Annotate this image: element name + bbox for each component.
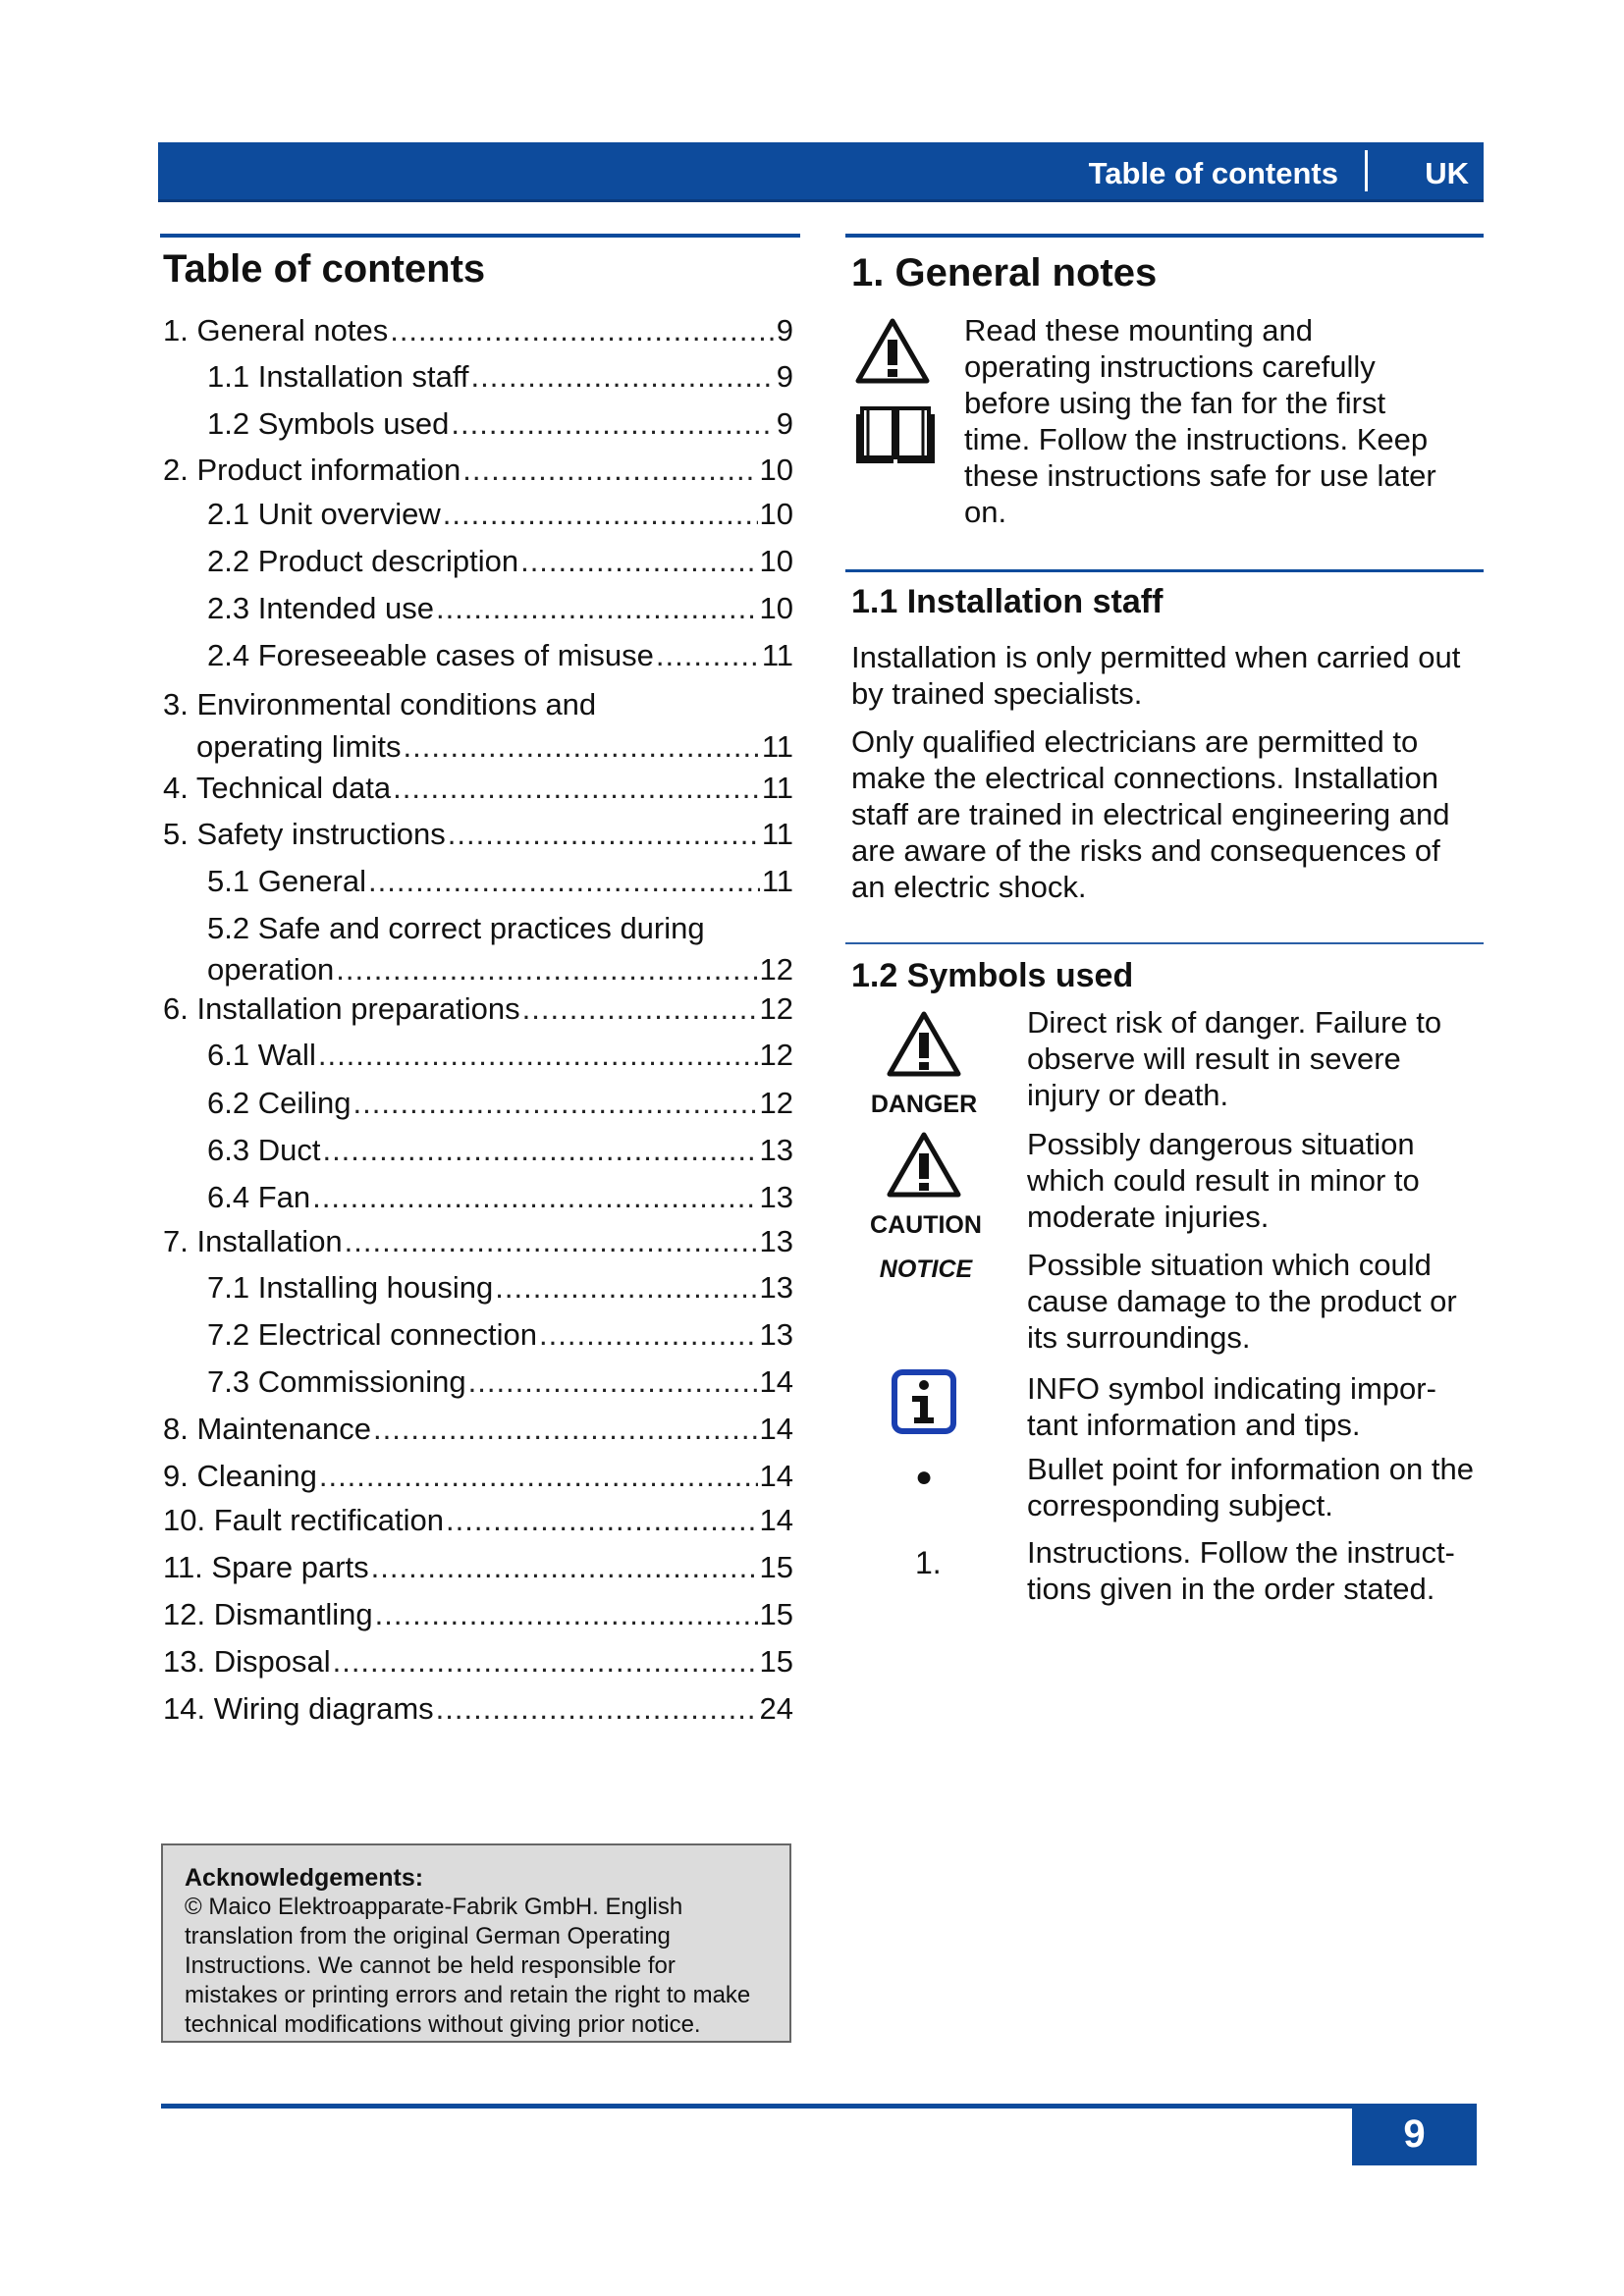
toc-dot-leader	[446, 1503, 757, 1538]
toc-entry-label: 6. Installation preparations	[163, 991, 520, 1026]
toc-dot-leader	[312, 1180, 757, 1215]
toc-dot-leader	[471, 359, 775, 395]
toc-entry[interactable]	[207, 591, 793, 626]
info-description	[1027, 1370, 1436, 1443]
toc-entry-label: 1.1 Installation staff	[207, 359, 469, 394]
toc-entry[interactable]	[207, 638, 793, 673]
symbol-description-line: cause damage to the product or	[1027, 1284, 1457, 1318]
toc-entry-page: 13	[759, 1180, 793, 1214]
toc-entry-page: 12	[759, 1086, 793, 1120]
toc-entry-label: 5. Safety instructions	[163, 817, 446, 851]
toc-entry[interactable]	[207, 1364, 793, 1400]
intro-line: Read these mounting and	[964, 313, 1314, 347]
toc-entry-page: 11	[761, 817, 793, 851]
toc-entry-label: 10. Fault rectification	[163, 1503, 445, 1537]
toc-entry-page: 11	[761, 729, 793, 764]
toc-entry[interactable]	[163, 1224, 793, 1259]
paragraph-line: Only qualified electricians are permitted to	[851, 724, 1419, 759]
paragraph-line: by trained specialists.	[851, 676, 1143, 711]
toc-dot-leader	[436, 591, 758, 626]
toc-entry-label: 2.1 Unit overview	[207, 497, 441, 531]
toc-dot-leader	[539, 1317, 757, 1353]
toc-entry-label: 6.3 Duct	[207, 1133, 321, 1167]
toc-dot-leader	[495, 1270, 757, 1306]
acknowledgements-line: © Maico Elektroapparate-Fabrik GmbH. English	[185, 1894, 683, 1920]
toc-entry-page: 13	[759, 1270, 793, 1305]
symbol-description-line: moderate injuries.	[1027, 1200, 1270, 1234]
toc-entry[interactable]	[163, 1503, 793, 1538]
toc-entry-label: 14. Wiring diagrams	[163, 1691, 434, 1726]
toc-entry-label: operating limits	[196, 729, 402, 764]
bullet-symbol: ●	[914, 1461, 934, 1493]
symbol-description-line: which could result in minor to	[1027, 1163, 1420, 1198]
toc-dot-leader	[373, 1412, 758, 1447]
toc-entry-label: 1.2 Symbols used	[207, 406, 450, 441]
symbol-description-line: its surroundings.	[1027, 1320, 1251, 1355]
toc-entry-line1: 5.2 Safe and correct practices during	[207, 911, 705, 945]
paragraph-line: an electric shock.	[851, 870, 1087, 904]
paragraph-line: staff are trained in electrical engineering and	[851, 797, 1450, 831]
acknowledgements-line: Instructions. We cannot be held responsible for	[185, 1952, 676, 1979]
toc-dot-leader	[319, 1459, 758, 1494]
header-language: UK	[1425, 156, 1469, 190]
caution-description	[1027, 1126, 1420, 1235]
toc-entry-page: 11	[761, 638, 793, 672]
acknowledgements-box	[161, 1843, 791, 2043]
toc-entry-line1: 3. Environmental conditions and	[163, 687, 597, 721]
toc-entry-label: 6.2 Ceiling	[207, 1086, 352, 1120]
toc-entry-label: 12. Dismantling	[163, 1597, 373, 1631]
acknowledgements-line: translation from the original German Operating	[185, 1923, 671, 1949]
toc-entry[interactable]	[207, 1270, 793, 1306]
numbered-symbol: 1.	[915, 1545, 942, 1580]
toc-dot-leader	[462, 453, 757, 488]
acknowledgements-title: Acknowledgements:	[185, 1864, 424, 1892]
toc-entry-page: 9	[776, 359, 793, 394]
paragraph-line: Installation is only permitted when carried out	[851, 640, 1461, 674]
toc-dot-leader	[656, 638, 760, 673]
toc-dot-leader	[468, 1364, 758, 1400]
notice-label: NOTICE	[879, 1255, 973, 1283]
installation-staff-para-2	[851, 723, 1449, 905]
toc-entry[interactable]	[207, 864, 793, 899]
toc-entry-page: 15	[759, 1597, 793, 1631]
general-notes-top-rule	[845, 234, 1484, 238]
symbol-description-line: Instructions. Follow the instruct-	[1027, 1535, 1455, 1570]
toc-entry-label: 9. Cleaning	[163, 1459, 317, 1493]
toc-entry[interactable]	[207, 544, 793, 579]
toc-entry-page: 12	[759, 952, 793, 987]
toc-entry[interactable]	[196, 729, 793, 765]
toc-dot-leader	[368, 864, 760, 899]
symbol-description-line: Bullet point for information on the	[1027, 1452, 1474, 1486]
toc-entry-page: 14	[759, 1364, 793, 1399]
toc-entry[interactable]	[163, 991, 793, 1027]
symbol-description-line: injury or death.	[1027, 1078, 1229, 1112]
toc-dot-leader	[403, 729, 759, 765]
toc-entry-page: 14	[759, 1503, 793, 1537]
intro-line: operating instructions carefully	[964, 349, 1376, 384]
symbol-description-line: tant information and tips.	[1027, 1408, 1361, 1442]
toc-entry-page: 11	[761, 864, 793, 898]
toc-dot-leader	[448, 817, 760, 852]
toc-dot-leader	[352, 1086, 757, 1121]
toc-entry-page: 10	[759, 591, 793, 625]
toc-top-rule	[160, 234, 800, 238]
numbered-description	[1027, 1534, 1455, 1607]
bullet-description	[1027, 1451, 1474, 1523]
toc-entry[interactable]	[163, 1550, 793, 1585]
toc-entry-page: 10	[759, 544, 793, 578]
toc-entry-label: 2. Product information	[163, 453, 461, 487]
toc-entry-label: 11. Spare parts	[163, 1550, 369, 1584]
general-notes-intro	[964, 312, 1436, 530]
toc-dot-leader	[322, 1133, 757, 1168]
toc-dot-leader	[336, 952, 757, 988]
toc-entry[interactable]	[163, 1459, 793, 1494]
toc-entry[interactable]	[163, 1691, 793, 1727]
toc-dot-leader	[522, 991, 758, 1027]
toc-entry-label: 2.4 Foreseeable cases of misuse	[207, 638, 654, 672]
toc-entry-label: 1. General notes	[163, 313, 389, 347]
general-notes-title: 1. General notes	[851, 251, 1158, 294]
toc-dot-leader	[345, 1224, 758, 1259]
toc-dot-leader	[451, 406, 774, 442]
toc-entry-label: 7.2 Electrical connection	[207, 1317, 538, 1352]
toc-entry-label: 7.3 Commissioning	[207, 1364, 466, 1399]
toc-entry-page: 13	[759, 1317, 793, 1352]
toc-entry[interactable]	[207, 406, 793, 442]
header-title: Table of contents	[1088, 156, 1338, 190]
toc-dot-leader	[436, 1691, 758, 1727]
toc-entry-page: 10	[759, 497, 793, 531]
header-bar	[158, 142, 1484, 199]
toc-entry-page: 15	[759, 1644, 793, 1679]
danger-description	[1027, 1004, 1441, 1113]
toc-entry-label: 5.1 General	[207, 864, 366, 898]
notice-description	[1027, 1247, 1457, 1356]
toc-entry-label: 13. Disposal	[163, 1644, 331, 1679]
toc-entry[interactable]	[207, 1038, 793, 1073]
toc-dot-leader	[333, 1644, 758, 1680]
installation-staff-para-1	[851, 639, 1460, 712]
caution-warning-icon	[886, 1130, 962, 1199]
toc-entry-label: 2.2 Product description	[207, 544, 519, 578]
caution-label: CAUTION	[870, 1211, 982, 1239]
toc-entry-page: 14	[759, 1412, 793, 1446]
read-manual-book-icon	[856, 400, 935, 465]
symbols-used-title: 1.2 Symbols used	[851, 957, 1134, 994]
page-number: 9	[1352, 2104, 1477, 2165]
danger-warning-icon	[886, 1009, 962, 1078]
toc-entry-label: 4. Technical data	[163, 771, 392, 805]
toc-entry[interactable]	[163, 771, 793, 806]
paragraph-line: make the electrical connections. Installation	[851, 761, 1438, 795]
symbol-description-line: INFO symbol indicating impor-	[1027, 1371, 1436, 1406]
acknowledgements-text	[185, 1893, 768, 2040]
toc-entry-label: operation	[207, 952, 335, 987]
toc-entry-page: 13	[759, 1133, 793, 1167]
toc-entry-label: 8. Maintenance	[163, 1412, 371, 1446]
toc-entry-page: 10	[759, 453, 793, 487]
toc-dot-leader	[393, 771, 760, 806]
toc-dot-leader	[371, 1550, 758, 1585]
toc-entry-label: 7.1 Installing housing	[207, 1270, 494, 1305]
toc-entry[interactable]	[163, 1644, 793, 1680]
symbol-description-line: corresponding subject.	[1027, 1488, 1333, 1522]
toc-entry[interactable]	[207, 359, 793, 395]
symbol-description-line: Possible situation which could	[1027, 1248, 1432, 1282]
symbol-description-line: tions given in the order stated.	[1027, 1572, 1435, 1606]
toc-entry[interactable]	[207, 1317, 793, 1353]
symbol-description-line: Possibly dangerous situation	[1027, 1127, 1415, 1161]
danger-label: DANGER	[870, 1091, 978, 1118]
installation-staff-rule	[845, 569, 1484, 572]
toc-entry-page: 12	[759, 991, 793, 1026]
toc-entry-page: 13	[759, 1224, 793, 1258]
warning-triangle-icon	[854, 316, 931, 385]
installation-staff-title: 1.1 Installation staff	[851, 583, 1164, 620]
intro-line: time. Follow the instructions. Keep	[964, 422, 1429, 456]
acknowledgements-line: technical modifications without giving prior notice.	[185, 2011, 701, 2038]
toc-entry[interactable]	[207, 1086, 793, 1121]
toc-entry[interactable]	[163, 817, 793, 852]
footer-rule	[161, 2104, 1477, 2109]
toc-entry-page: 9	[776, 313, 793, 347]
toc-entry-label: 6.4 Fan	[207, 1180, 311, 1214]
intro-line: before using the fan for the first	[964, 386, 1386, 420]
toc-entry-page: 9	[776, 406, 793, 441]
toc-title: Table of contents	[163, 247, 486, 291]
toc-entry-page: 14	[759, 1459, 793, 1493]
toc-entry[interactable]	[163, 1597, 793, 1632]
symbols-used-rule	[845, 942, 1484, 944]
toc-entry[interactable]	[163, 1412, 793, 1447]
toc-entry[interactable]	[207, 1133, 793, 1168]
acknowledgements-line: mistakes or printing errors and retain the right to make	[185, 1982, 751, 2008]
toc-entry[interactable]	[163, 453, 793, 488]
toc-entry[interactable]	[163, 313, 793, 348]
symbol-description-line: observe will result in severe	[1027, 1041, 1401, 1076]
intro-line: on.	[964, 495, 1007, 529]
toc-entry[interactable]	[207, 1180, 793, 1215]
info-icon	[891, 1368, 957, 1435]
intro-line: these instructions safe for use later	[964, 458, 1436, 493]
toc-entry-page: 24	[759, 1691, 793, 1726]
paragraph-line: are aware of the risks and consequences of	[851, 833, 1440, 868]
header-separator	[1365, 150, 1368, 191]
symbol-description-line: Direct risk of danger. Failure to	[1027, 1005, 1442, 1040]
toc-dot-leader	[443, 497, 758, 532]
toc-entry[interactable]	[207, 497, 793, 532]
toc-entry-page: 12	[759, 1038, 793, 1072]
toc-entry-label: 7. Installation	[163, 1224, 343, 1258]
toc-entry-page: 15	[759, 1550, 793, 1584]
toc-entry-label: 6.1 Wall	[207, 1038, 316, 1072]
toc-dot-leader	[318, 1038, 758, 1073]
toc-dot-leader	[375, 1597, 758, 1632]
toc-dot-leader	[520, 544, 757, 579]
toc-entry[interactable]	[207, 952, 793, 988]
toc-entry-page: 11	[761, 771, 793, 805]
toc-entry-label: 2.3 Intended use	[207, 591, 434, 625]
toc-dot-leader	[390, 313, 775, 348]
